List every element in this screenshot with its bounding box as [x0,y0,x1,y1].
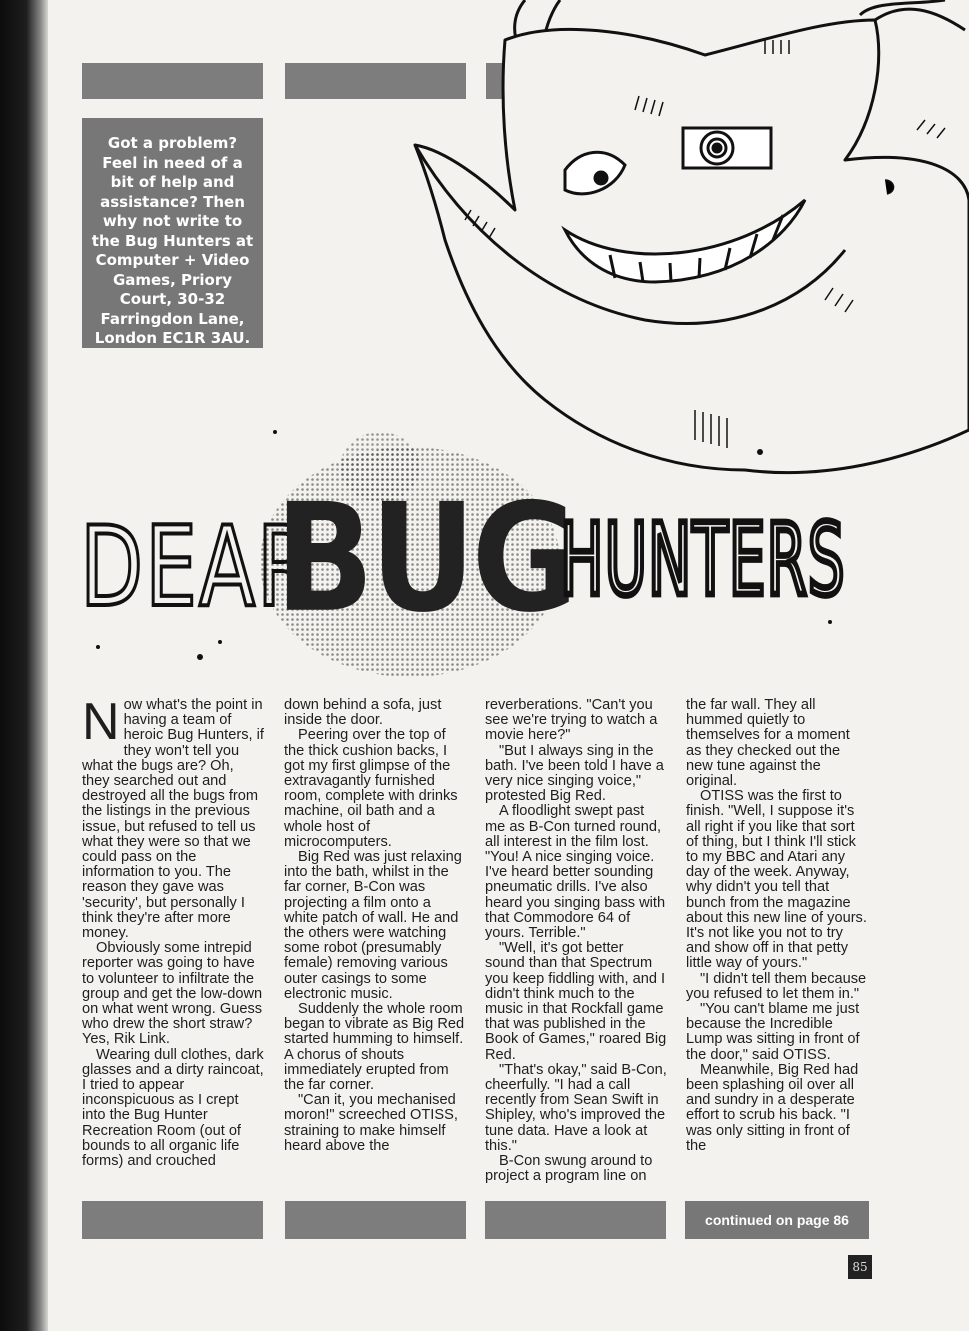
contact-info-box [82,118,263,348]
drop-cap: N [82,693,120,751]
header-bar-1 [82,63,263,99]
contact-line: Got a problem? [107,134,238,152]
contact-line: Farringdon Lane, [100,309,245,328]
title-word-dear: DEAR [80,502,317,632]
footer-bar-1 [82,1201,263,1239]
contact-line: the Bug Hunters at [91,231,254,250]
article-paragraph: "Can it, you mechanised moron!" screeched OTISS, straining to make himself heard above the [284,1092,458,1154]
continued-label: continued on page 86 [685,1201,869,1239]
article-paragraph: Obviously some intrepid reporter was going to have to volunteer to infiltrate the group and get the low-down on what went wrong. Guess who drew the short straw? Yes, Rik Link. [82,940,263,1048]
article-paragraph: "Well, it's got better sound than that Spectrum you keep fiddling with, and I didn't think much to the music in that Rockfall game that was published in the Book of Games," roared Big Red. [485,940,667,1063]
article-column-4 [686,698,868,1154]
page-number: 85 [848,1255,872,1279]
bug-creature-illustration [405,0,969,480]
footer-bar-3 [485,1201,666,1239]
contact-line: London EC1R 3AU. [94,329,251,347]
article-paragraph: Now what's the point in having a team of heroic Bug Hunters, if they won't tell you what the bugs are? Oh, they searched out and destroyed all the bugs from the listings in the previous issue, but refused to tell us what they were so that we could pass on the information to you. The reason they gave was 'security', but personally I think they're after more money. [82,693,264,942]
article-paragraph: A floodlight swept past me as B-Con turned round, all interest in the film lost. "You! A nice singing voice. I've heard better sounding pneumatic drills. I've also heard you singing bass with that Commodore 64 of yours. Terrible." [485,803,666,942]
article-paragraph: "I didn't tell them because you refused to let them in." [686,970,867,1002]
contact-line: why not write to [102,212,243,230]
article-paragraph: reverberations. "Can't you see we're trying to watch a movie here?" [485,697,658,744]
footer-bar-2 [285,1201,466,1239]
article-paragraph: Big Red was just relaxing into the bath, whilst in the far corner, B-Con was projecting a film onto a white patch of wall. He and the others were watching some robot (presumably female) removing various outer casings to some electronic music. [284,849,462,1002]
article-paragraph: "You can't blame me just because the Incredible Lump was sitting in front of the door," said OTISS. [686,1001,860,1063]
contact-line: Feel in need of a [102,153,243,172]
article-paragraph: the far wall. They all hummed quietly to themselves for a moment as they checked out the new tune against the original. [686,697,850,790]
title-word-hunters: HUNTERS [560,503,846,619]
contact-line: assistance? Then [100,192,245,211]
contact-line: bit of help and [110,173,235,191]
article-paragraph: "That's okay," said B-Con, cheerfully. "I had a call recently from Sean Swift in Shipley, who's improved the tune data. Have a look at this." [485,1061,667,1154]
article-paragraph: Peering over the top of the thick cushion backs, I got my first glimpse of the extravagantly furnished room, complete with drinks machine, oil bath and a whole host of microcomputers. [284,727,458,850]
contact-line: Court, 30-32 [119,290,226,308]
contact-line: Games, Priory [112,270,233,289]
article-column-3 [485,698,667,1185]
article-paragraph: Wearing dull clothes, dark glasses and a dirty raincoat, I tried to appear inconspicuous as I crept into the Bug Hunter Recreation Room (out of bounds to all organic life forms) and crouched [82,1046,264,1170]
article-paragraph: B-Con swung around to project a program line on [485,1153,653,1185]
contact-line: Computer + Video [95,251,250,269]
article-paragraph: Suddenly the whole room began to vibrate as Big Red started humming to himself. A chorus of shouts immediately erupted from the far corner. [284,1001,465,1094]
dear-bug-hunters-title [70,412,890,682]
magazine-spine [0,0,48,1331]
article-column-1 [82,693,264,1170]
article-column-2 [284,698,466,1154]
article-paragraph: OTISS was the first to finish. "Well, I suppose it's all right if you like that sort of thing, but I think I'll stick to my BBC and Atari any day of the week. Anyway, why didn't you tell that bunch from the magazine about this new line of yours. It's not like you not to try and show off in that petty little way of yours." [686,788,867,972]
article-paragraph: down behind a sofa, just inside the door. [284,697,442,729]
article-paragraph: "But I always sing in the bath. I've been told I have a very nice singing voice," protested Big Red. [485,742,664,805]
article-paragraph: Meanwhile, Big Red had been splashing oil over all and sundry in a desperate effort to scrub his back. "I was only sitting in front of the [686,1061,859,1154]
title-word-bug: BUG [275,472,575,647]
